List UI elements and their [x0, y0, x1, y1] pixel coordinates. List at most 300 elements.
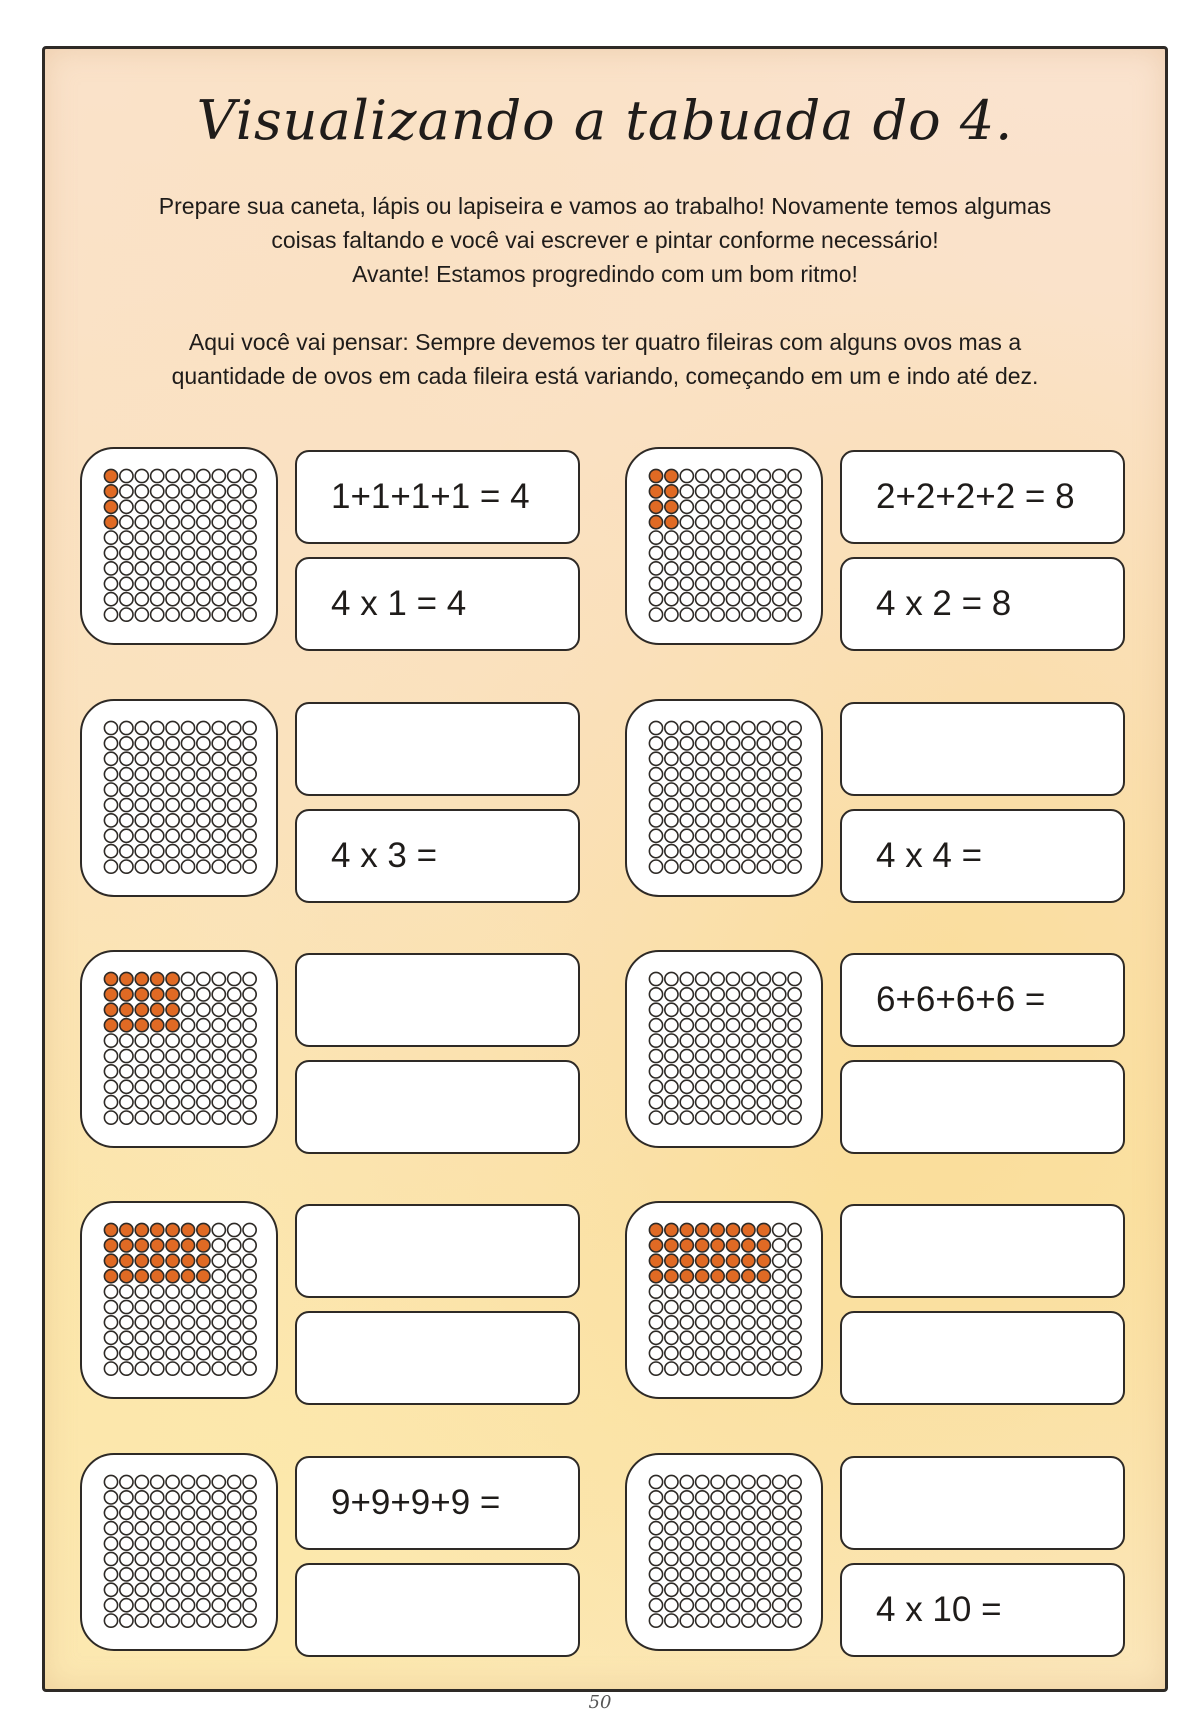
- egg-dot-empty[interactable]: [151, 577, 164, 590]
- egg-dot-empty[interactable]: [649, 721, 662, 734]
- egg-dot-empty[interactable]: [243, 1552, 256, 1565]
- egg-dot-empty[interactable]: [696, 516, 709, 529]
- egg-dot-empty[interactable]: [711, 516, 724, 529]
- egg-dot-empty[interactable]: [757, 783, 770, 796]
- egg-dot-empty[interactable]: [243, 1034, 256, 1047]
- egg-dot-empty[interactable]: [773, 1568, 786, 1581]
- egg-dot-empty[interactable]: [788, 485, 801, 498]
- egg-dot-empty[interactable]: [711, 737, 724, 750]
- egg-dot-empty[interactable]: [711, 1568, 724, 1581]
- egg-dot-empty[interactable]: [228, 469, 241, 482]
- multiplication-answer-box[interactable]: 4 x 2 = 8: [840, 557, 1125, 651]
- egg-dot-empty[interactable]: [649, 1537, 662, 1550]
- egg-dot-empty[interactable]: [649, 737, 662, 750]
- egg-dot-empty[interactable]: [135, 500, 148, 513]
- egg-dot-empty[interactable]: [243, 500, 256, 513]
- addition-answer-box[interactable]: [295, 953, 580, 1047]
- egg-dot-empty[interactable]: [151, 845, 164, 858]
- egg-dot-empty[interactable]: [649, 783, 662, 796]
- egg-dot-empty[interactable]: [665, 546, 678, 559]
- egg-dot-empty[interactable]: [104, 737, 117, 750]
- egg-dot-empty[interactable]: [243, 1522, 256, 1535]
- egg-dot-empty[interactable]: [243, 531, 256, 544]
- egg-dot-empty[interactable]: [665, 988, 678, 1001]
- egg-dot-empty[interactable]: [649, 1285, 662, 1298]
- egg-dot-empty[interactable]: [726, 1614, 739, 1627]
- egg-dot-empty[interactable]: [773, 1599, 786, 1612]
- egg-dot-empty[interactable]: [104, 783, 117, 796]
- egg-dot-empty[interactable]: [197, 531, 210, 544]
- egg-dot-empty[interactable]: [665, 1331, 678, 1344]
- egg-dot-empty[interactable]: [181, 814, 194, 827]
- egg-dot-empty[interactable]: [773, 1362, 786, 1375]
- egg-dot-empty[interactable]: [181, 1300, 194, 1313]
- egg-dot-empty[interactable]: [696, 1537, 709, 1550]
- egg-dot-empty[interactable]: [788, 562, 801, 575]
- egg-dot-empty[interactable]: [197, 1019, 210, 1032]
- egg-dot-empty[interactable]: [243, 1223, 256, 1236]
- egg-dot-empty[interactable]: [166, 577, 179, 590]
- egg-dot-filled[interactable]: [104, 1254, 117, 1267]
- egg-dot-empty[interactable]: [711, 1537, 724, 1550]
- egg-dot-empty[interactable]: [212, 860, 225, 873]
- egg-dot-empty[interactable]: [680, 1552, 693, 1565]
- egg-dot-empty[interactable]: [665, 1552, 678, 1565]
- addition-answer-box[interactable]: 2+2+2+2 = 8: [840, 450, 1125, 544]
- egg-dot-empty[interactable]: [243, 593, 256, 606]
- egg-dot-empty[interactable]: [104, 1285, 117, 1298]
- egg-dot-empty[interactable]: [788, 737, 801, 750]
- egg-dot-empty[interactable]: [726, 768, 739, 781]
- egg-dot-empty[interactable]: [726, 531, 739, 544]
- egg-dot-empty[interactable]: [665, 1614, 678, 1627]
- egg-dot-empty[interactable]: [120, 1316, 133, 1329]
- egg-dot-empty[interactable]: [696, 1019, 709, 1032]
- egg-dot-empty[interactable]: [726, 1019, 739, 1032]
- egg-dot-empty[interactable]: [243, 1506, 256, 1519]
- egg-dot-empty[interactable]: [711, 845, 724, 858]
- egg-dot-empty[interactable]: [135, 1316, 148, 1329]
- egg-dot-empty[interactable]: [243, 988, 256, 1001]
- egg-dot-empty[interactable]: [773, 845, 786, 858]
- multiplication-answer-box[interactable]: [840, 1060, 1125, 1154]
- egg-dot-empty[interactable]: [135, 1506, 148, 1519]
- egg-dot-empty[interactable]: [104, 1491, 117, 1504]
- egg-dot-empty[interactable]: [742, 577, 755, 590]
- egg-dot-empty[interactable]: [243, 1111, 256, 1124]
- egg-dot-empty[interactable]: [680, 546, 693, 559]
- egg-dot-empty[interactable]: [151, 546, 164, 559]
- egg-dot-filled[interactable]: [711, 1270, 724, 1283]
- egg-dot-empty[interactable]: [696, 1475, 709, 1488]
- egg-dot-empty[interactable]: [680, 752, 693, 765]
- egg-dot-empty[interactable]: [120, 1111, 133, 1124]
- egg-dot-empty[interactable]: [711, 798, 724, 811]
- egg-dot-empty[interactable]: [120, 500, 133, 513]
- egg-dot-empty[interactable]: [711, 531, 724, 544]
- egg-dot-empty[interactable]: [212, 1300, 225, 1313]
- egg-dot-empty[interactable]: [104, 608, 117, 621]
- egg-dot-empty[interactable]: [649, 577, 662, 590]
- egg-dot-empty[interactable]: [726, 860, 739, 873]
- egg-dot-empty[interactable]: [166, 1331, 179, 1344]
- egg-dot-empty[interactable]: [212, 1019, 225, 1032]
- egg-dot-empty[interactable]: [696, 1552, 709, 1565]
- egg-dot-filled[interactable]: [665, 1223, 678, 1236]
- egg-dot-empty[interactable]: [212, 531, 225, 544]
- egg-dot-empty[interactable]: [665, 608, 678, 621]
- egg-dot-empty[interactable]: [726, 1285, 739, 1298]
- egg-dot-empty[interactable]: [788, 752, 801, 765]
- egg-dot-empty[interactable]: [649, 1491, 662, 1504]
- egg-dot-empty[interactable]: [120, 768, 133, 781]
- egg-dot-empty[interactable]: [680, 783, 693, 796]
- egg-dot-empty[interactable]: [742, 845, 755, 858]
- egg-dot-empty[interactable]: [680, 1522, 693, 1535]
- egg-dot-empty[interactable]: [788, 577, 801, 590]
- addition-answer-box[interactable]: [295, 1204, 580, 1298]
- egg-dot-empty[interactable]: [120, 1568, 133, 1581]
- egg-dot-empty[interactable]: [742, 1347, 755, 1360]
- egg-dot-empty[interactable]: [742, 1475, 755, 1488]
- egg-dot-empty[interactable]: [151, 562, 164, 575]
- egg-dot-empty[interactable]: [151, 1614, 164, 1627]
- egg-dot-filled[interactable]: [757, 1223, 770, 1236]
- egg-dot-empty[interactable]: [166, 1552, 179, 1565]
- egg-dot-empty[interactable]: [166, 798, 179, 811]
- egg-dot-empty[interactable]: [773, 752, 786, 765]
- egg-dot-empty[interactable]: [197, 1316, 210, 1329]
- egg-dot-empty[interactable]: [120, 1285, 133, 1298]
- egg-dot-filled[interactable]: [120, 1003, 133, 1016]
- egg-dot-empty[interactable]: [120, 1096, 133, 1109]
- egg-dot-empty[interactable]: [166, 1506, 179, 1519]
- egg-dot-empty[interactable]: [228, 1316, 241, 1329]
- egg-dot-empty[interactable]: [228, 608, 241, 621]
- egg-dot-empty[interactable]: [181, 1537, 194, 1550]
- egg-dot-filled[interactable]: [166, 1254, 179, 1267]
- egg-dot-empty[interactable]: [135, 814, 148, 827]
- egg-dot-empty[interactable]: [228, 1522, 241, 1535]
- egg-dot-empty[interactable]: [788, 1270, 801, 1283]
- egg-dot-empty[interactable]: [197, 1362, 210, 1375]
- egg-dot-empty[interactable]: [197, 860, 210, 873]
- egg-dot-empty[interactable]: [680, 1537, 693, 1550]
- egg-dot-empty[interactable]: [773, 1316, 786, 1329]
- egg-dot-empty[interactable]: [788, 1049, 801, 1062]
- egg-dot-filled[interactable]: [104, 1003, 117, 1016]
- egg-dot-empty[interactable]: [665, 1475, 678, 1488]
- egg-dot-empty[interactable]: [711, 829, 724, 842]
- egg-dot-empty[interactable]: [135, 829, 148, 842]
- egg-dot-empty[interactable]: [711, 1583, 724, 1596]
- egg-dot-empty[interactable]: [197, 1285, 210, 1298]
- egg-dot-empty[interactable]: [665, 814, 678, 827]
- egg-dot-empty[interactable]: [788, 1614, 801, 1627]
- egg-dot-empty[interactable]: [711, 752, 724, 765]
- egg-dot-empty[interactable]: [680, 1111, 693, 1124]
- egg-dot-empty[interactable]: [742, 608, 755, 621]
- egg-dot-empty[interactable]: [742, 783, 755, 796]
- egg-dot-empty[interactable]: [726, 485, 739, 498]
- egg-dot-empty[interactable]: [197, 1049, 210, 1062]
- egg-dot-empty[interactable]: [726, 988, 739, 1001]
- egg-dot-empty[interactable]: [773, 516, 786, 529]
- egg-dot-empty[interactable]: [665, 1347, 678, 1360]
- egg-dot-empty[interactable]: [181, 845, 194, 858]
- egg-dot-filled[interactable]: [649, 485, 662, 498]
- egg-dot-filled[interactable]: [696, 1223, 709, 1236]
- egg-dot-empty[interactable]: [711, 860, 724, 873]
- egg-dot-empty[interactable]: [726, 972, 739, 985]
- egg-dot-empty[interactable]: [742, 1522, 755, 1535]
- egg-dot-filled[interactable]: [104, 1270, 117, 1283]
- egg-dot-empty[interactable]: [649, 798, 662, 811]
- egg-dot-empty[interactable]: [649, 1316, 662, 1329]
- egg-dot-empty[interactable]: [757, 988, 770, 1001]
- egg-dot-empty[interactable]: [243, 546, 256, 559]
- egg-dot-empty[interactable]: [696, 972, 709, 985]
- egg-dot-empty[interactable]: [151, 1080, 164, 1093]
- egg-dot-empty[interactable]: [680, 1300, 693, 1313]
- egg-dot-empty[interactable]: [243, 577, 256, 590]
- egg-dot-empty[interactable]: [181, 721, 194, 734]
- egg-dot-empty[interactable]: [212, 1491, 225, 1504]
- multiplication-answer-box[interactable]: [295, 1311, 580, 1405]
- egg-dot-empty[interactable]: [104, 721, 117, 734]
- egg-dot-empty[interactable]: [228, 721, 241, 734]
- egg-dot-empty[interactable]: [243, 516, 256, 529]
- egg-dot-empty[interactable]: [773, 768, 786, 781]
- egg-dot-empty[interactable]: [151, 860, 164, 873]
- egg-dot-empty[interactable]: [788, 721, 801, 734]
- multiplication-answer-box[interactable]: 4 x 4 =: [840, 809, 1125, 903]
- egg-dot-empty[interactable]: [680, 485, 693, 498]
- egg-dot-empty[interactable]: [197, 1614, 210, 1627]
- multiplication-answer-box[interactable]: 4 x 10 =: [840, 1563, 1125, 1657]
- egg-dot-filled[interactable]: [726, 1239, 739, 1252]
- egg-dot-empty[interactable]: [788, 1254, 801, 1267]
- egg-dot-empty[interactable]: [228, 1583, 241, 1596]
- egg-dot-empty[interactable]: [135, 1522, 148, 1535]
- egg-dot-filled[interactable]: [757, 1254, 770, 1267]
- egg-dot-empty[interactable]: [166, 1049, 179, 1062]
- egg-dot-empty[interactable]: [212, 1599, 225, 1612]
- egg-dot-empty[interactable]: [135, 1537, 148, 1550]
- egg-dot-empty[interactable]: [228, 1614, 241, 1627]
- egg-dot-empty[interactable]: [228, 752, 241, 765]
- egg-dot-filled[interactable]: [711, 1239, 724, 1252]
- egg-dot-empty[interactable]: [742, 1583, 755, 1596]
- egg-dot-filled[interactable]: [104, 1239, 117, 1252]
- egg-dot-empty[interactable]: [757, 1331, 770, 1344]
- egg-dot-empty[interactable]: [166, 546, 179, 559]
- egg-dot-empty[interactable]: [665, 721, 678, 734]
- egg-dot-empty[interactable]: [104, 1583, 117, 1596]
- egg-dot-empty[interactable]: [197, 593, 210, 606]
- egg-dot-empty[interactable]: [665, 562, 678, 575]
- egg-dot-empty[interactable]: [773, 721, 786, 734]
- egg-dot-empty[interactable]: [104, 1522, 117, 1535]
- egg-dot-empty[interactable]: [788, 1285, 801, 1298]
- egg-dot-empty[interactable]: [228, 1034, 241, 1047]
- egg-dot-empty[interactable]: [711, 1065, 724, 1078]
- egg-dot-filled[interactable]: [665, 500, 678, 513]
- egg-dot-filled[interactable]: [665, 516, 678, 529]
- egg-dot-filled[interactable]: [649, 1254, 662, 1267]
- egg-dot-filled[interactable]: [665, 469, 678, 482]
- egg-dot-empty[interactable]: [243, 1300, 256, 1313]
- egg-dot-empty[interactable]: [212, 516, 225, 529]
- egg-dot-empty[interactable]: [696, 814, 709, 827]
- egg-dot-empty[interactable]: [680, 1568, 693, 1581]
- egg-dot-empty[interactable]: [212, 814, 225, 827]
- egg-dot-empty[interactable]: [228, 1568, 241, 1581]
- egg-dot-empty[interactable]: [665, 1065, 678, 1078]
- egg-dot-empty[interactable]: [197, 546, 210, 559]
- egg-dot-empty[interactable]: [757, 1019, 770, 1032]
- egg-dot-empty[interactable]: [181, 1491, 194, 1504]
- egg-dot-empty[interactable]: [197, 829, 210, 842]
- egg-dot-empty[interactable]: [120, 531, 133, 544]
- egg-dot-empty[interactable]: [649, 1475, 662, 1488]
- egg-dot-filled[interactable]: [166, 988, 179, 1001]
- egg-dot-empty[interactable]: [181, 1552, 194, 1565]
- egg-dot-empty[interactable]: [680, 988, 693, 1001]
- egg-dot-empty[interactable]: [788, 1362, 801, 1375]
- egg-dot-empty[interactable]: [649, 1019, 662, 1032]
- egg-dot-empty[interactable]: [742, 531, 755, 544]
- multiplication-answer-box[interactable]: [295, 1060, 580, 1154]
- egg-dot-empty[interactable]: [742, 1019, 755, 1032]
- egg-dot-empty[interactable]: [757, 1583, 770, 1596]
- egg-dot-empty[interactable]: [212, 1614, 225, 1627]
- egg-dot-empty[interactable]: [197, 500, 210, 513]
- egg-dot-empty[interactable]: [742, 1568, 755, 1581]
- egg-dot-empty[interactable]: [788, 860, 801, 873]
- egg-dot-empty[interactable]: [726, 1491, 739, 1504]
- egg-dot-empty[interactable]: [773, 798, 786, 811]
- egg-dot-empty[interactable]: [649, 1096, 662, 1109]
- egg-dot-empty[interactable]: [104, 1300, 117, 1313]
- egg-dot-empty[interactable]: [181, 798, 194, 811]
- egg-dot-filled[interactable]: [166, 1223, 179, 1236]
- egg-dot-empty[interactable]: [665, 1285, 678, 1298]
- egg-dot-empty[interactable]: [711, 1096, 724, 1109]
- egg-dot-empty[interactable]: [649, 1552, 662, 1565]
- egg-dot-empty[interactable]: [243, 721, 256, 734]
- egg-dot-empty[interactable]: [212, 1331, 225, 1344]
- egg-dot-empty[interactable]: [166, 1614, 179, 1627]
- egg-dot-filled[interactable]: [197, 1239, 210, 1252]
- egg-dot-filled[interactable]: [665, 1254, 678, 1267]
- egg-dot-empty[interactable]: [757, 1347, 770, 1360]
- egg-dot-empty[interactable]: [151, 1096, 164, 1109]
- egg-dot-empty[interactable]: [696, 531, 709, 544]
- egg-dot-empty[interactable]: [742, 1096, 755, 1109]
- egg-dot-empty[interactable]: [649, 593, 662, 606]
- egg-dot-empty[interactable]: [788, 1599, 801, 1612]
- egg-dot-filled[interactable]: [649, 1270, 662, 1283]
- egg-dot-empty[interactable]: [104, 1475, 117, 1488]
- egg-dot-empty[interactable]: [197, 469, 210, 482]
- egg-dot-empty[interactable]: [166, 1111, 179, 1124]
- egg-dot-empty[interactable]: [151, 1362, 164, 1375]
- egg-dot-empty[interactable]: [243, 485, 256, 498]
- egg-dot-empty[interactable]: [680, 562, 693, 575]
- egg-dot-empty[interactable]: [104, 1316, 117, 1329]
- egg-dot-empty[interactable]: [166, 737, 179, 750]
- egg-dot-empty[interactable]: [649, 1614, 662, 1627]
- egg-dot-empty[interactable]: [788, 768, 801, 781]
- egg-dot-empty[interactable]: [649, 1049, 662, 1062]
- egg-dot-empty[interactable]: [788, 1300, 801, 1313]
- egg-dot-empty[interactable]: [773, 1239, 786, 1252]
- egg-dot-empty[interactable]: [726, 1065, 739, 1078]
- egg-dot-empty[interactable]: [757, 798, 770, 811]
- egg-dot-empty[interactable]: [228, 593, 241, 606]
- egg-dot-empty[interactable]: [788, 798, 801, 811]
- egg-dot-empty[interactable]: [120, 1552, 133, 1565]
- egg-dot-empty[interactable]: [166, 845, 179, 858]
- egg-dot-empty[interactable]: [104, 1599, 117, 1612]
- egg-dot-filled[interactable]: [151, 1270, 164, 1283]
- egg-dot-empty[interactable]: [726, 1362, 739, 1375]
- egg-dot-empty[interactable]: [742, 1049, 755, 1062]
- egg-dot-empty[interactable]: [711, 1331, 724, 1344]
- egg-dot-empty[interactable]: [228, 1552, 241, 1565]
- egg-dot-empty[interactable]: [773, 1522, 786, 1535]
- egg-dot-empty[interactable]: [696, 500, 709, 513]
- egg-dot-empty[interactable]: [757, 1537, 770, 1550]
- egg-dot-empty[interactable]: [135, 562, 148, 575]
- egg-dot-filled[interactable]: [649, 1239, 662, 1252]
- egg-dot-filled[interactable]: [649, 469, 662, 482]
- egg-dot-empty[interactable]: [243, 752, 256, 765]
- egg-dot-empty[interactable]: [711, 768, 724, 781]
- egg-dot-empty[interactable]: [243, 972, 256, 985]
- egg-dot-empty[interactable]: [166, 608, 179, 621]
- egg-dot-filled[interactable]: [680, 1239, 693, 1252]
- egg-dot-empty[interactable]: [788, 500, 801, 513]
- egg-dot-empty[interactable]: [680, 1475, 693, 1488]
- egg-dot-empty[interactable]: [228, 1111, 241, 1124]
- egg-dot-empty[interactable]: [228, 562, 241, 575]
- egg-dot-empty[interactable]: [181, 829, 194, 842]
- egg-dot-empty[interactable]: [135, 1111, 148, 1124]
- egg-dot-empty[interactable]: [151, 1537, 164, 1550]
- egg-dot-empty[interactable]: [726, 1080, 739, 1093]
- addition-answer-box[interactable]: [840, 702, 1125, 796]
- egg-dot-empty[interactable]: [696, 1583, 709, 1596]
- egg-dot-empty[interactable]: [166, 1362, 179, 1375]
- egg-dot-empty[interactable]: [773, 485, 786, 498]
- egg-dot-empty[interactable]: [228, 814, 241, 827]
- egg-dot-empty[interactable]: [696, 1331, 709, 1344]
- egg-dot-empty[interactable]: [120, 516, 133, 529]
- egg-dot-empty[interactable]: [151, 1475, 164, 1488]
- egg-dot-empty[interactable]: [649, 1300, 662, 1313]
- egg-dot-empty[interactable]: [243, 562, 256, 575]
- egg-dot-filled[interactable]: [151, 988, 164, 1001]
- egg-dot-empty[interactable]: [680, 1599, 693, 1612]
- egg-dot-empty[interactable]: [757, 593, 770, 606]
- egg-dot-filled[interactable]: [120, 1239, 133, 1252]
- egg-dot-empty[interactable]: [742, 546, 755, 559]
- egg-dot-empty[interactable]: [243, 1049, 256, 1062]
- egg-dot-empty[interactable]: [711, 1475, 724, 1488]
- egg-dot-empty[interactable]: [243, 1065, 256, 1078]
